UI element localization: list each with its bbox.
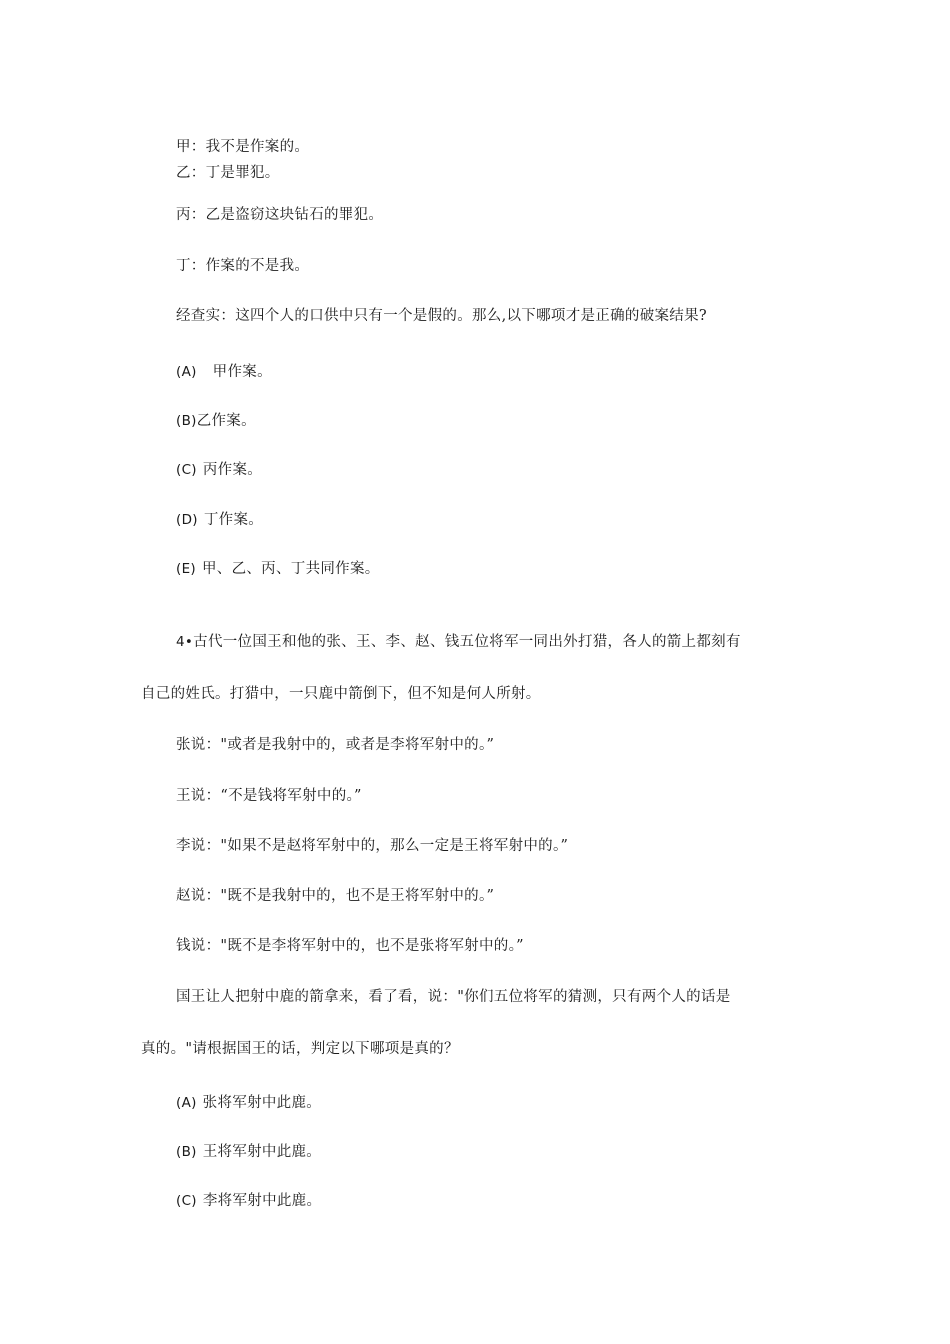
option-text: 丙作案。	[202, 462, 263, 478]
option-text: 乙作案。	[196, 413, 256, 429]
statement-li: 李说："如果不是赵将军射中的，那么一定是王将军射中的。”	[176, 838, 569, 854]
option-3b	[176, 411, 256, 431]
option-label: (C)	[176, 462, 197, 478]
option-4b	[176, 1142, 321, 1162]
king-statement: 国王让人把射中鹿的箭拿来，看了看，说："你们五位将军的猜测，只有两个人的话是	[176, 989, 731, 1005]
statement-yi: 乙：丁是罪犯。	[176, 165, 280, 181]
statement-zhang: 张说："或者是我射中的，或者是李将军射中的。”	[176, 737, 495, 753]
option-4a	[176, 1093, 321, 1113]
option-3a	[176, 362, 272, 382]
statement-bing: 丙：乙是盗窃这块钻石的罪犯。	[176, 207, 384, 223]
option-label: (B)	[176, 1144, 197, 1160]
option-label: (E)	[176, 561, 196, 577]
option-3c	[176, 460, 262, 480]
problem-4-intro-cont: 自己的姓氏。打猎中，一只鹿中箭倒下，但不知是何人所射。	[141, 686, 541, 702]
problem-4-intro	[176, 632, 741, 652]
option-3e	[176, 559, 380, 579]
option-4c	[176, 1191, 321, 1211]
option-3d	[176, 510, 263, 530]
option-text: 甲、乙、丙、丁共同作案。	[201, 561, 380, 577]
option-text: 丁作案。	[203, 512, 264, 528]
question-3: 经查实：这四个人的口供中只有一个是假的。那么,以下哪项才是正确的破案结果?	[176, 308, 707, 324]
option-text: 张将军射中此鹿。	[202, 1095, 322, 1111]
option-text: 甲作案。	[212, 364, 272, 380]
statement-zhao: 赵说："既不是我射中的，也不是王将军射中的。”	[176, 888, 495, 904]
option-text: 李将军射中此鹿。	[202, 1193, 322, 1209]
statement-qian: 钱说："既不是李将军射中的，也不是张将军射中的。”	[176, 938, 524, 954]
statement-wang: 王说：“不是钱将军射中的。”	[176, 788, 362, 804]
option-label: (B)	[176, 413, 197, 429]
king-statement-cont: 真的。"请根据国王的话，判定以下哪项是真的？	[141, 1041, 459, 1057]
problem-number: 4•	[176, 634, 194, 650]
option-label: (D)	[176, 512, 198, 528]
option-label: (C)	[176, 1193, 197, 1209]
intro-text: 古代一位国王和他的张、王、李、赵、钱五位将军一同出外打猎，各人的箭上都刻有	[193, 634, 741, 650]
option-text: 王将军射中此鹿。	[202, 1144, 322, 1160]
statement-jia: 甲：我不是作案的。	[176, 139, 310, 155]
option-label: (A)	[176, 364, 197, 380]
option-label: (A)	[176, 1095, 197, 1111]
statement-ding: 丁：作案的不是我。	[176, 258, 310, 274]
